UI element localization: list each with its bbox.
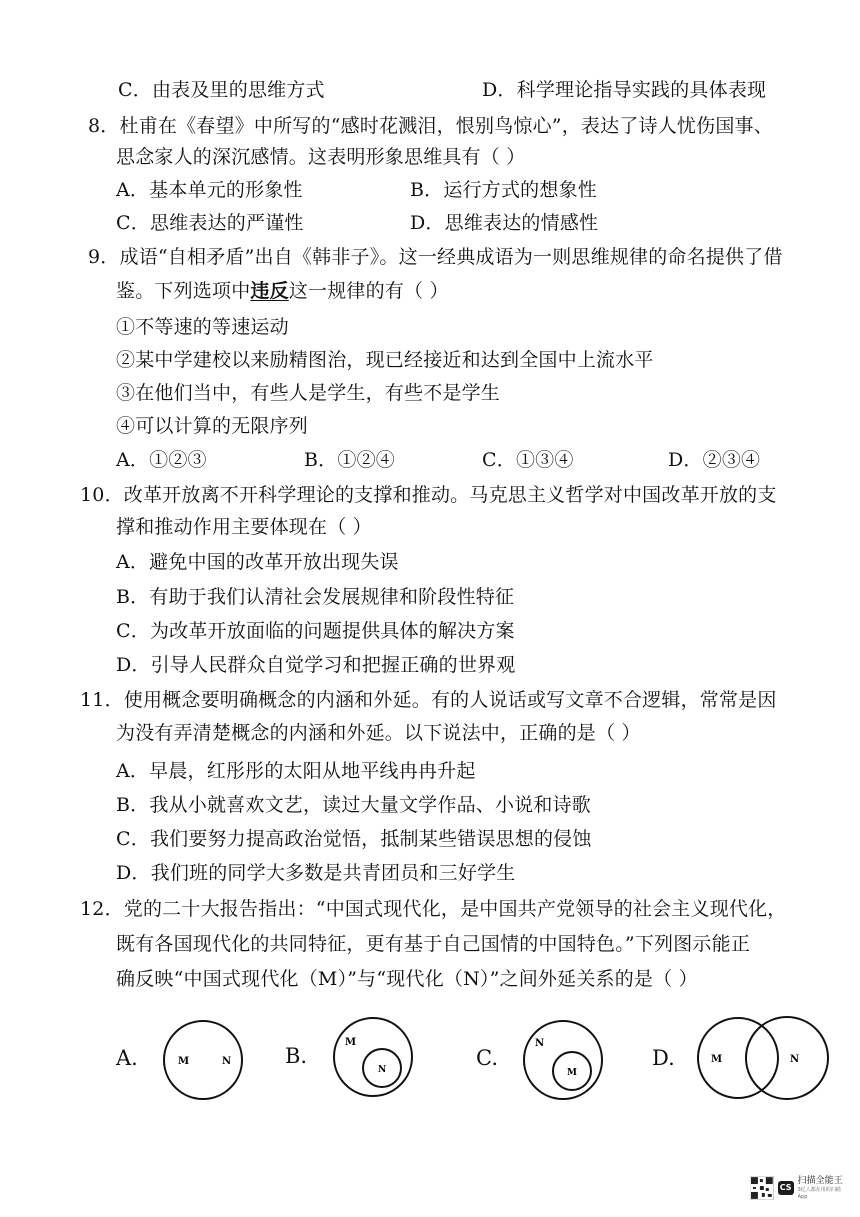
badge-text (798, 1176, 850, 1201)
diagram-c-n: N (535, 1038, 545, 1049)
q9-option-c: C．①③④ (482, 449, 574, 471)
q10-stem-line1: 10．改革开放离不开科学理论的支撑和推动。马克思主义哲学对中国改革开放的支 (80, 484, 777, 506)
q12-diagram-d-label: D. (652, 1046, 675, 1070)
q11-stem-line1: 11．使用概念要明确概念的内涵和外延。有的人说话或写文章不合逻辑，常常是因 (80, 689, 777, 711)
q12-stem-line3: 确反映“中国式现代化（M）”与“现代化（N）”之间外延关系的是（ ） (116, 968, 698, 990)
scanner-watermark-badge (750, 1168, 850, 1208)
q11-option-a: A．早晨，红彤彤的太阳从地平线冉冉升起 (116, 760, 476, 782)
camscanner-logo-icon: CS (778, 1181, 794, 1195)
diagram-a-m: M (178, 1056, 190, 1067)
q10-option-b: B．有助于我们认清社会发展规律和阶段性特征 (116, 586, 515, 608)
q8-stem-line2: 思念家人的深沉感情。这表明形象思维具有（ ） (116, 146, 526, 168)
q10-option-a: A．避免中国的改革开放出现失误 (116, 551, 399, 573)
q11-option-d: D．我们班的同学大多数是共青团员和三好学生 (116, 862, 516, 884)
q9-stem-line2 (116, 278, 449, 304)
q12-diagram-c-label: C. (476, 1046, 498, 1070)
qr-code-icon (750, 1176, 774, 1200)
diagram-d-n: N (790, 1054, 800, 1065)
q10-option-c: C．为改革开放面临的问题提供具体的解决方案 (116, 620, 515, 642)
diagram-d-right-circle (746, 1017, 828, 1099)
diagram-d-m: M (711, 1054, 723, 1065)
q9-stem-line2-pre: 鉴。下列选项中 (116, 280, 251, 302)
q11-stem-line2: 为没有弄清楚概念的内涵和外延。以下说法中，正确的是（ ） (116, 722, 641, 744)
q9-item-3: ③在他们当中，有些人是学生，有些不是学生 (116, 382, 501, 404)
q7-option-c: C．由表及里的思维方式 (118, 79, 325, 101)
diagram-b-m: M (345, 1037, 357, 1048)
diagram-a-n: N (222, 1056, 232, 1067)
q12-stem-line2: 既有各国现代化的共同特征，更有基于自己国情的中国特色。”下列图示能正 (116, 933, 751, 955)
q8-option-a: A．基本单元的形象性 (116, 179, 303, 201)
diagram-b-n: N (378, 1065, 387, 1075)
q12-diagram-c-inclusion (518, 1015, 608, 1105)
badge-tagline: 3亿人都在用的扫描App (797, 1186, 841, 1200)
q10-stem-line2: 撑和推动作用主要体现在（ ） (116, 516, 372, 538)
q11-option-b: B．我从小就喜欢文艺，读过大量文学作品、小说和诗歌 (116, 794, 591, 816)
q10-option-d: D．引导人民群众自觉学习和把握正确的世界观 (116, 654, 516, 676)
q12-diagram-b-inclusion (328, 1012, 418, 1102)
q8-option-d: D．思维表达的情感性 (410, 212, 599, 234)
q9-stem-line2-post: 这一规律的有（ ） (288, 280, 449, 302)
q11-option-c: C．我们要努力提高政治觉悟，抵制某些错误思想的侵蚀 (116, 828, 592, 850)
q8-stem-line1: 8．杜甫在《春望》中所写的“感时花溅泪，恨别鸟惊心”，表达了诗人忧伤国事、 (88, 115, 773, 137)
q9-emphasis-violate: 违反 (250, 280, 289, 302)
q12-stem-line1: 12．党的二十大报告指出：“中国式现代化，是中国共产党领导的社会主义现代化， (80, 898, 787, 920)
q12-diagram-b-label: B. (285, 1044, 308, 1068)
q9-option-b: B．①②④ (304, 449, 395, 471)
q12-diagram-a-label: A. (116, 1046, 138, 1070)
q8-option-c: C．思维表达的严谨性 (116, 212, 304, 234)
q9-stem-line1: 9．成语“自相矛盾”出自《韩非子》。这一经典成语为一则思维规律的命名提供了借 (88, 246, 783, 268)
q12-diagram-d-intersection (693, 1013, 833, 1103)
q12-diagram-a-identity (158, 1015, 248, 1105)
q9-item-1: ①不等速的等速运动 (116, 316, 289, 338)
q7-option-d: D．科学理论指导实践的具体表现 (482, 79, 767, 101)
diagram-c-m: M (567, 1068, 577, 1078)
q9-option-a: A．①②③ (116, 449, 207, 471)
q9-item-4: ④可以计算的无限序列 (116, 415, 309, 437)
q9-item-2: ②某中学建校以来励精图治，现已经接近和达到全国中上流水平 (116, 349, 654, 371)
q9-option-d: D．②③④ (668, 449, 761, 471)
diagram-d-left-circle (698, 1018, 778, 1098)
badge-app-name: 扫描全能王 (797, 1175, 843, 1186)
q8-option-b: B．运行方式的想象性 (410, 179, 597, 201)
